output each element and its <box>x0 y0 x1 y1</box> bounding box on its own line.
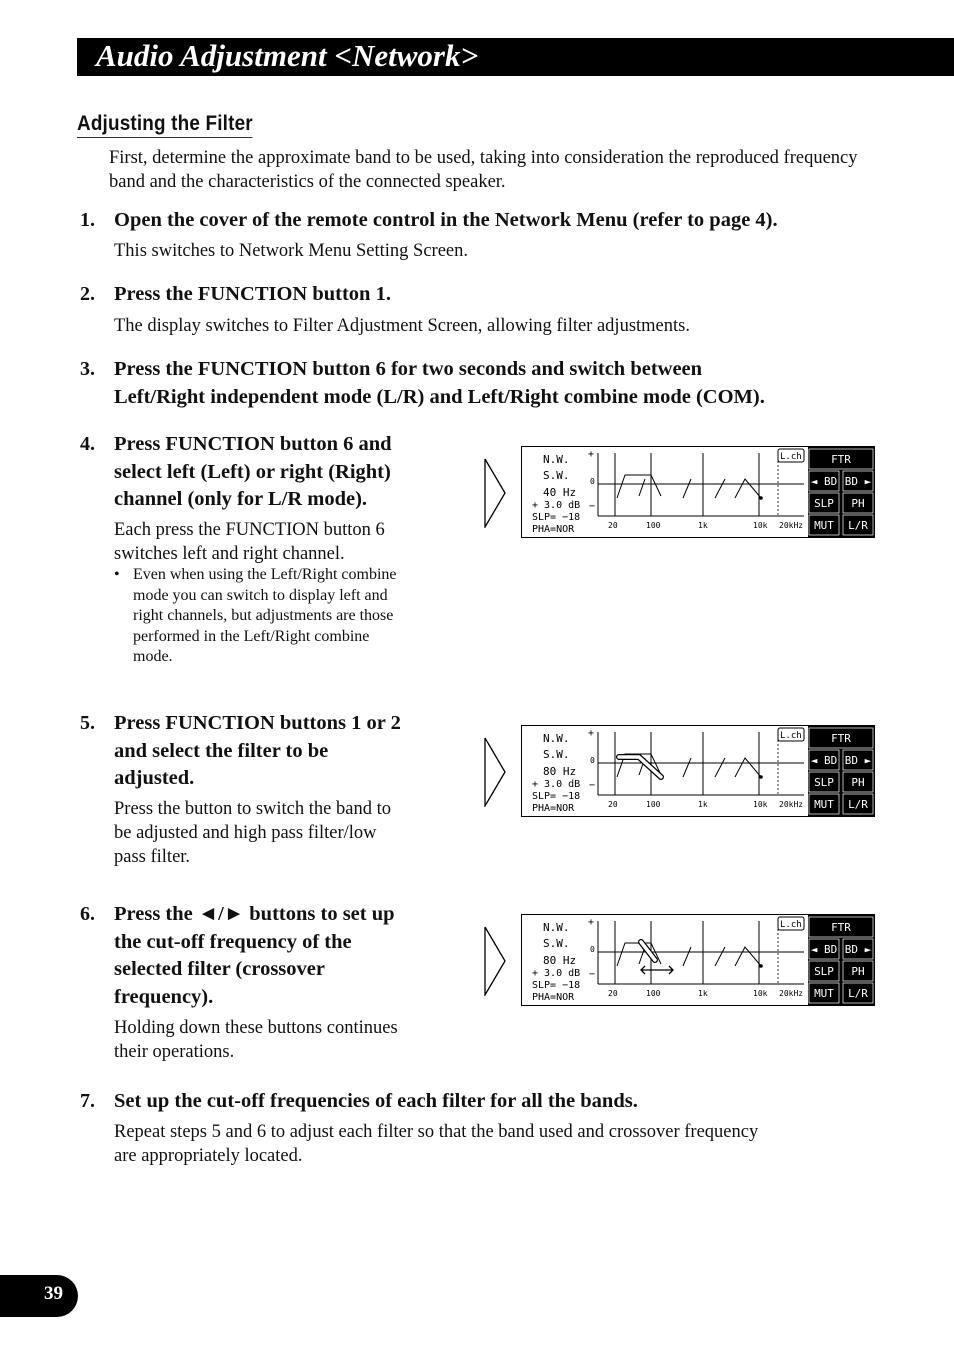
step-body-line: Each press the FUNCTION button 6 <box>114 520 385 540</box>
step-body-line: This switches to Network Menu Setting Screen. <box>114 241 469 261</box>
gain-zero-mark: 0 <box>590 945 595 954</box>
step-heading <box>114 1088 914 1116</box>
bullet-line: mode. <box>133 648 173 666</box>
step-body-line: Repeat steps 5 and 6 to adjust each filter so that the band used and crossover frequency <box>114 1122 759 1142</box>
bullet-line: Even when using the Left/Right combine <box>133 566 397 583</box>
bullet-text <box>133 565 433 668</box>
step-body-line: Press the button to switch the band to <box>114 799 391 819</box>
frequency-tick-label: 20kHz <box>779 800 804 809</box>
button-label: SLP <box>814 776 834 789</box>
step-body <box>114 518 454 566</box>
step-body <box>114 1120 914 1168</box>
cutoff-point-marker <box>759 496 763 500</box>
button-label: ◄ BD <box>810 754 838 767</box>
step-number: 6. <box>80 903 95 925</box>
button-label: PH <box>851 497 865 510</box>
step-heading-line: select left (Left) or right (Right) <box>114 460 391 483</box>
step-heading-line: Press FUNCTION buttons 1 or 2 <box>114 712 401 734</box>
step-number: 7. <box>80 1090 95 1112</box>
step-heading-line: Set up the cut-off frequencies of each filter for all the bands. <box>114 1090 638 1112</box>
step-body <box>114 239 914 263</box>
button-label: ◄ BD <box>810 475 838 488</box>
step-body-line: The display switches to Filter Adjustment Screen, allowing filter adjustments. <box>114 316 690 336</box>
button-label: L/R <box>848 987 868 1000</box>
frequency-tick-label: 10k <box>753 521 768 530</box>
step-number: 4. <box>80 433 95 455</box>
channel-label: L.ch <box>780 920 802 930</box>
step-number: 1. <box>80 209 95 231</box>
phase-value: PHA=NOR <box>532 992 575 1003</box>
button-label: BD ► <box>844 943 872 956</box>
frequency-tick-label: 20 <box>608 800 618 809</box>
cutoff-frequency: 80 Hz <box>543 765 577 778</box>
subwoofer-label: S.W. <box>543 469 570 482</box>
step-body <box>114 797 454 869</box>
section-intro: First, determine the approximate band to be used, taking into consideration the reproduced frequency band and the characteristics of the connected speaker. <box>109 148 858 192</box>
button-label: ◄ BD <box>810 943 838 956</box>
step-heading-line: Left/Right independent mode (L/R) and Left/Right combine mode (COM). <box>114 385 765 408</box>
step-heading-line: Press the FUNCTION button 6 for two seconds and switch between <box>114 358 703 380</box>
slope-value: SLP= −18 <box>532 512 581 523</box>
frequency-tick-label: 100 <box>646 521 661 530</box>
filter-display-screen-3 <box>521 914 875 1006</box>
page-title: Audio Adjustment <Network> <box>96 38 479 73</box>
step-body-line: switches left and right channel. <box>114 544 345 564</box>
step-heading-line: adjusted. <box>114 767 195 789</box>
frequency-tick-label: 1k <box>698 989 708 998</box>
button-label: FTR <box>831 453 851 466</box>
step-heading-line: selected filter (crossover <box>114 958 325 980</box>
step-heading <box>114 710 474 793</box>
gain-plus-mark: + <box>588 917 595 928</box>
slope-value: SLP= −18 <box>532 980 581 991</box>
gain-minus-mark: − <box>589 780 596 791</box>
button-label: BD ► <box>844 475 872 488</box>
button-label: PH <box>851 965 865 978</box>
cutoff-point-marker <box>759 964 763 968</box>
step-body-line: their operations. <box>114 1042 235 1062</box>
button-label: FTR <box>831 732 851 745</box>
network-mode-label: N.W. <box>543 732 570 745</box>
step-heading <box>114 207 914 235</box>
button-label: FTR <box>831 921 851 934</box>
lcd-display <box>521 446 875 538</box>
step-heading-line: frequency). <box>114 985 214 1008</box>
bullet-line: performed in the Left/Right combine <box>133 627 370 645</box>
button-label: SLP <box>814 965 834 978</box>
cutoff-frequency: 40 Hz <box>543 486 577 499</box>
button-label: MUT <box>814 519 834 532</box>
subwoofer-label: S.W. <box>543 937 570 950</box>
gain-minus-mark: − <box>589 501 596 512</box>
cutoff-frequency: 80 Hz <box>543 954 577 967</box>
bullet-line: mode you can switch to display left and <box>133 586 388 604</box>
frequency-tick-label: 20 <box>608 521 618 530</box>
step-body <box>114 314 914 338</box>
step-heading <box>114 281 914 309</box>
gain-plus-mark: + <box>588 449 595 460</box>
pointer-arrow-icon <box>484 737 506 807</box>
frequency-tick-label: 20kHz <box>779 989 804 998</box>
network-mode-label: N.W. <box>543 453 570 466</box>
step-number: 2. <box>80 283 95 305</box>
lcd-display <box>521 725 875 817</box>
gain-plus-mark: + <box>588 728 595 739</box>
page-number-tab <box>0 1275 78 1317</box>
bullet-mark: • <box>114 566 120 583</box>
lcd-display <box>521 914 875 1006</box>
phase-value: PHA=NOR <box>532 524 575 535</box>
section-title: Adjusting the Filter <box>77 112 253 138</box>
step-body-line: be adjusted and high pass filter/low <box>114 823 377 843</box>
filter-display-screen-1 <box>521 446 875 538</box>
step-body-line: Holding down these buttons continues <box>114 1018 398 1038</box>
button-label: MUT <box>814 798 834 811</box>
step-heading <box>114 431 474 514</box>
slope-value: SLP= −18 <box>532 791 581 802</box>
step-body-line: pass filter. <box>114 847 191 867</box>
gain-zero-mark: 0 <box>590 477 595 486</box>
button-label: MUT <box>814 987 834 1000</box>
step-heading <box>114 356 934 411</box>
frequency-tick-label: 20 <box>608 989 618 998</box>
frequency-tick-label: 1k <box>698 800 708 809</box>
button-label: L/R <box>848 798 868 811</box>
gain-zero-mark: 0 <box>590 756 595 765</box>
title-bar <box>77 38 954 76</box>
gain-minus-mark: − <box>589 969 596 980</box>
step-heading-line: Open the cover of the remote control in the Network Menu (refer to page 4). <box>114 209 778 231</box>
button-label: SLP <box>814 497 834 510</box>
step-number: 3. <box>80 358 95 380</box>
pointer-arrow-icon <box>484 458 506 528</box>
channel-label: L.ch <box>780 452 802 462</box>
step-heading-line: channel (only for L/R mode). <box>114 488 368 510</box>
page-number: 39 <box>44 1283 63 1304</box>
step-number: 5. <box>80 712 95 734</box>
gain-value: + 3.0 dB <box>532 779 581 790</box>
frequency-tick-label: 10k <box>753 989 768 998</box>
step-heading-line: Press the ◄/► buttons to set up <box>114 903 395 925</box>
step-heading-line: Press FUNCTION button 6 and <box>114 433 392 455</box>
filter-display-screen-2 <box>521 725 875 817</box>
frequency-tick-label: 100 <box>646 800 661 809</box>
gain-value: + 3.0 dB <box>532 500 581 511</box>
frequency-tick-label: 10k <box>753 800 768 809</box>
phase-value: PHA=NOR <box>532 803 575 814</box>
step-heading-line: and select the filter to be <box>114 739 329 762</box>
step-body-line: are appropriately located. <box>114 1146 303 1166</box>
subwoofer-label: S.W. <box>543 748 570 761</box>
frequency-tick-label: 20kHz <box>779 521 804 530</box>
network-mode-label: N.W. <box>543 921 570 934</box>
button-label: L/R <box>848 519 868 532</box>
step-heading <box>114 901 474 1011</box>
step-heading-line: Press the FUNCTION button 1. <box>114 283 391 305</box>
button-label: BD ► <box>844 754 872 767</box>
button-label: PH <box>851 776 865 789</box>
frequency-tick-label: 100 <box>646 989 661 998</box>
cutoff-point-marker <box>759 775 763 779</box>
frequency-tick-label: 1k <box>698 521 708 530</box>
step-heading-line: the cut-off frequency of the <box>114 930 352 953</box>
channel-label: L.ch <box>780 731 802 741</box>
pointer-arrow-icon <box>484 926 506 996</box>
gain-value: + 3.0 dB <box>532 968 581 979</box>
step-body <box>114 1016 454 1064</box>
bullet-line: right channels, but adjustments are those <box>133 607 394 625</box>
